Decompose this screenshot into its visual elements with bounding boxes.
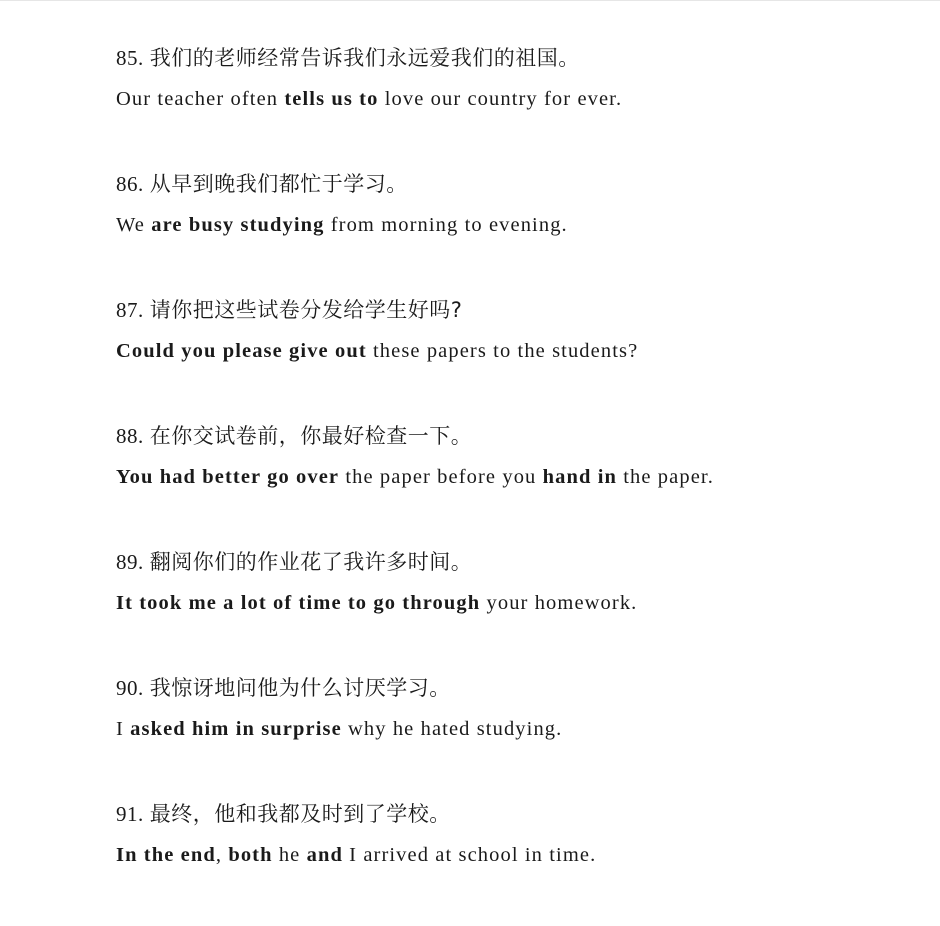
item-number: 91. [116, 802, 144, 826]
key-phrase: and [306, 844, 343, 866]
key-phrase: It took me a lot of time to go through [116, 592, 481, 614]
item-number: 89. [116, 550, 144, 574]
english-text: Our teacher often [116, 88, 285, 110]
chinese-sentence [116, 166, 916, 202]
chinese-text: 在你交试卷前，你最好检查一下。 [149, 424, 473, 448]
english-text: , [215, 844, 229, 866]
key-phrase: Could you please give out [116, 340, 367, 362]
english-text: these papers to the students? [366, 340, 639, 362]
chinese-text: 我惊讶地问他为什么讨厌学习。 [149, 676, 451, 700]
item-number: 86. [116, 172, 144, 196]
english-text: the paper before you [339, 466, 543, 488]
chinese-text: 我们的老师经常告诉我们永远爱我们的祖国。 [149, 46, 580, 70]
english-text: he [272, 844, 307, 866]
chinese-sentence [116, 670, 916, 706]
chinese-sentence [116, 292, 916, 328]
key-phrase: tells us to [284, 88, 379, 110]
english-sentence [116, 459, 916, 495]
english-text: your homework. [480, 592, 638, 614]
english-text: from morning to evening. [324, 214, 568, 236]
translation-item [116, 544, 916, 670]
english-text: love our country for ever. [378, 88, 623, 110]
english-sentence [116, 207, 916, 243]
english-sentence [116, 837, 916, 873]
english-text: the paper. [617, 466, 714, 488]
translation-list [116, 40, 916, 922]
english-text: I [116, 718, 131, 740]
translation-item [116, 166, 916, 292]
translation-item [116, 292, 916, 418]
english-text: why he hated studying. [341, 718, 563, 740]
key-phrase: asked him in surprise [130, 718, 342, 740]
english-sentence [116, 333, 916, 369]
item-number: 85. [116, 46, 144, 70]
english-sentence [116, 711, 916, 747]
key-phrase: both [228, 844, 273, 866]
chinese-text: 翻阅你们的作业花了我许多时间。 [149, 550, 473, 574]
english-text: I arrived at school in time. [342, 844, 597, 866]
key-phrase: are busy studying [151, 214, 325, 236]
item-number: 87. [116, 298, 144, 322]
item-number: 90. [116, 676, 144, 700]
top-divider [0, 0, 940, 1]
chinese-sentence [116, 796, 916, 832]
chinese-text: 请你把这些试卷分发给学生好吗? [149, 298, 463, 322]
chinese-text: 最终，他和我都及时到了学校。 [149, 802, 451, 826]
translation-item [116, 796, 916, 922]
english-text: We [116, 214, 152, 236]
translation-item [116, 418, 916, 544]
translation-item [116, 670, 916, 796]
chinese-sentence [116, 544, 916, 580]
key-phrase: You had better go over [116, 466, 340, 488]
chinese-text: 从早到晚我们都忙于学习。 [149, 172, 408, 196]
item-number: 88. [116, 424, 144, 448]
chinese-sentence [116, 418, 916, 454]
chinese-sentence [116, 40, 916, 76]
translation-item [116, 40, 916, 166]
english-sentence [116, 585, 916, 621]
key-phrase: hand in [542, 466, 617, 488]
key-phrase: In the end [116, 844, 216, 866]
english-sentence [116, 81, 916, 117]
